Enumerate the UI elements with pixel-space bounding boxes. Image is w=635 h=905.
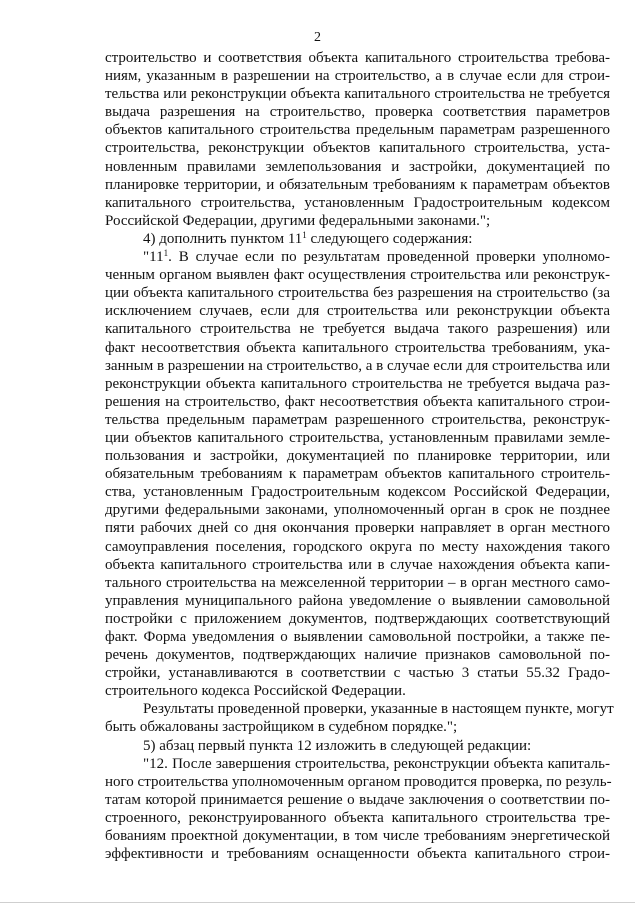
line-text: ции объекта капитального строительства без разрешения на строительство (за <box>105 285 610 302</box>
line-text-continued: . В случае если по результатам проведенной проверки уполномо- <box>168 249 610 266</box>
line-text: строенного, реконструированного объекта капитального строительства тре- <box>105 809 610 826</box>
line-text: постройки с приложением документов, подтверждающих соответствующий <box>105 610 610 627</box>
text-line <box>105 737 610 755</box>
line-text: Российской Федерации, другими федеральными законами."; <box>105 212 491 229</box>
line-text: пользования и застройки, документацией по планировке территории, или <box>105 448 610 465</box>
text-line <box>105 574 610 592</box>
text-line <box>105 556 610 574</box>
text-line <box>105 248 610 266</box>
line-text: эффективности и требованиям оснащенности объекта капитального строи- <box>105 846 610 863</box>
text-line <box>105 538 610 556</box>
text-line <box>105 266 610 284</box>
text-line <box>105 339 610 357</box>
text-line <box>105 320 610 338</box>
line-text: другими федеральными законами, уполномоченный орган в срок не позднее <box>105 502 610 519</box>
line-text: пяти рабочих дней со дня окончания проверки направляет в орган местного <box>105 520 610 537</box>
line-text: реконструкции объекта капитального строительства не требуется выдача раз- <box>105 375 610 392</box>
line-text: строительство и соответствия объекта капитального строительства требова- <box>105 50 610 66</box>
text-line <box>105 67 610 85</box>
text-line <box>105 375 610 393</box>
line-text: планировке территории, и обязательным требованиям к параметрам объектов <box>105 176 610 193</box>
line-text: ства, установленным Градостроительным кодексом Российской Федерации, <box>105 484 610 501</box>
line-text: капитального строительства, установленным Градостроительным кодексом <box>105 194 610 211</box>
line-text: исключением случаев, если для строительства или реконструкции объекта <box>105 303 610 320</box>
text-line <box>105 411 610 429</box>
line-text: факт. Форма уведомления о выявлении самовольной постройки, а также пе- <box>105 629 610 645</box>
text-line <box>105 212 610 230</box>
line-text: быть обжалованы застройщиком в судебном порядке."; <box>105 719 458 736</box>
text-line <box>105 519 610 537</box>
text-line <box>105 49 610 67</box>
text-line <box>105 646 610 664</box>
line-text: объектов капитального строительства предельным параметрам разрешенного <box>105 122 610 139</box>
text-line <box>105 139 610 157</box>
text-line <box>105 700 614 718</box>
line-text: новленным правилами землепользования и застройки, документацией по <box>105 158 610 175</box>
line-text: стройки, устанавливаются в соответствии с частью 3 статьи 55.32 Градо- <box>105 665 610 682</box>
text-line <box>105 158 610 176</box>
line-text: строительного кодекса Российской Федерации. <box>105 683 406 700</box>
line-text: тального строительства на межселенной территории – в орган местного само- <box>105 574 610 591</box>
text-line <box>105 230 610 248</box>
line-text: капитального строительства не требуется выдача такого разрешения) или <box>105 321 610 338</box>
line-text: "11 <box>143 249 164 266</box>
line-text: речень документов, подтверждающих наличие признаков самовольной по- <box>105 647 610 664</box>
line-text: Результаты проведенной проверки, указанные в настоящем пункте, могут <box>143 701 614 718</box>
scan-edge-line <box>0 902 635 903</box>
line-text: управления муниципального района уведомление о выявлении самовольной <box>105 592 610 609</box>
line-text: самоуправления поселения, городского округа по месту нахождения такого <box>105 538 610 555</box>
text-line <box>105 501 610 519</box>
text-line <box>105 447 610 465</box>
document-body <box>105 49 614 863</box>
text-line <box>105 176 610 194</box>
text-line <box>105 429 610 447</box>
line-text: бованиям проектной документации, в том числе требованиям энергетической <box>105 828 610 845</box>
line-text: факт несоответствия объекта капитального строительства требованиям, ука- <box>105 339 610 356</box>
text-line <box>105 773 610 791</box>
line-text: ции объектов капитального строительства, установленным правилами земле- <box>105 429 610 446</box>
line-text: выдача разрешения на строительство, проверка соответствия параметров <box>105 104 610 121</box>
text-line <box>105 628 610 646</box>
line-text: тельства или реконструкции объекта капитального строительства не требуется <box>105 86 610 103</box>
text-line <box>105 85 610 103</box>
text-line <box>105 103 610 121</box>
text-line <box>105 483 610 501</box>
text-line <box>105 718 610 736</box>
text-line <box>105 755 610 773</box>
text-line <box>105 194 610 212</box>
line-text: объекта капитального строительства или в случае нахождения объекта капи- <box>105 556 610 573</box>
text-line <box>105 302 610 320</box>
line-text: 5) абзац первый пункта 12 изложить в следующей редакции: <box>143 737 532 754</box>
text-line <box>105 465 610 483</box>
text-line <box>105 827 610 845</box>
text-line <box>105 791 610 809</box>
text-line <box>105 809 610 827</box>
line-text: решения на строительство, факт несоответствия объекта капитального строи- <box>105 393 610 410</box>
text-line <box>105 845 610 863</box>
line-text-continued: следующего содержания: <box>306 230 473 247</box>
text-line <box>105 121 610 139</box>
line-text: "12. После завершения строительства, реконструкции объекта капиталь- <box>143 755 610 772</box>
text-line <box>105 664 610 682</box>
line-text: тельства предельным параметрам разрешенного строительства, реконструк- <box>105 411 610 428</box>
line-text: 4) дополнить пунктом 11 <box>143 230 303 247</box>
text-line <box>105 682 610 700</box>
line-text: занным в разрешении на строительство, а в случае если для строительства или <box>105 357 610 374</box>
text-line <box>105 284 610 302</box>
text-line <box>105 357 610 375</box>
line-text: ченным органом выявлен факт осуществления строительства или реконструк- <box>105 267 610 284</box>
superscript: 1 <box>302 229 307 240</box>
text-line <box>105 393 610 411</box>
line-text: строительства, реконструкции объектов капитального строительства, уста- <box>105 140 610 157</box>
line-text: ного строительства уполномоченным органом проводится проверка, по резуль- <box>105 773 612 790</box>
text-line <box>105 592 610 610</box>
line-text: обязательным требованиям к параметрам объектов капитального строитель- <box>105 466 610 483</box>
superscript: 1 <box>163 248 169 259</box>
line-text: татам которой принимается решение о выдаче заключения о соответствии по- <box>105 791 610 808</box>
page-number: 2 <box>314 30 321 45</box>
text-line <box>105 610 610 628</box>
line-text: ниям, указанным в разрешении на строительство, а в случае если для строи- <box>105 68 610 85</box>
